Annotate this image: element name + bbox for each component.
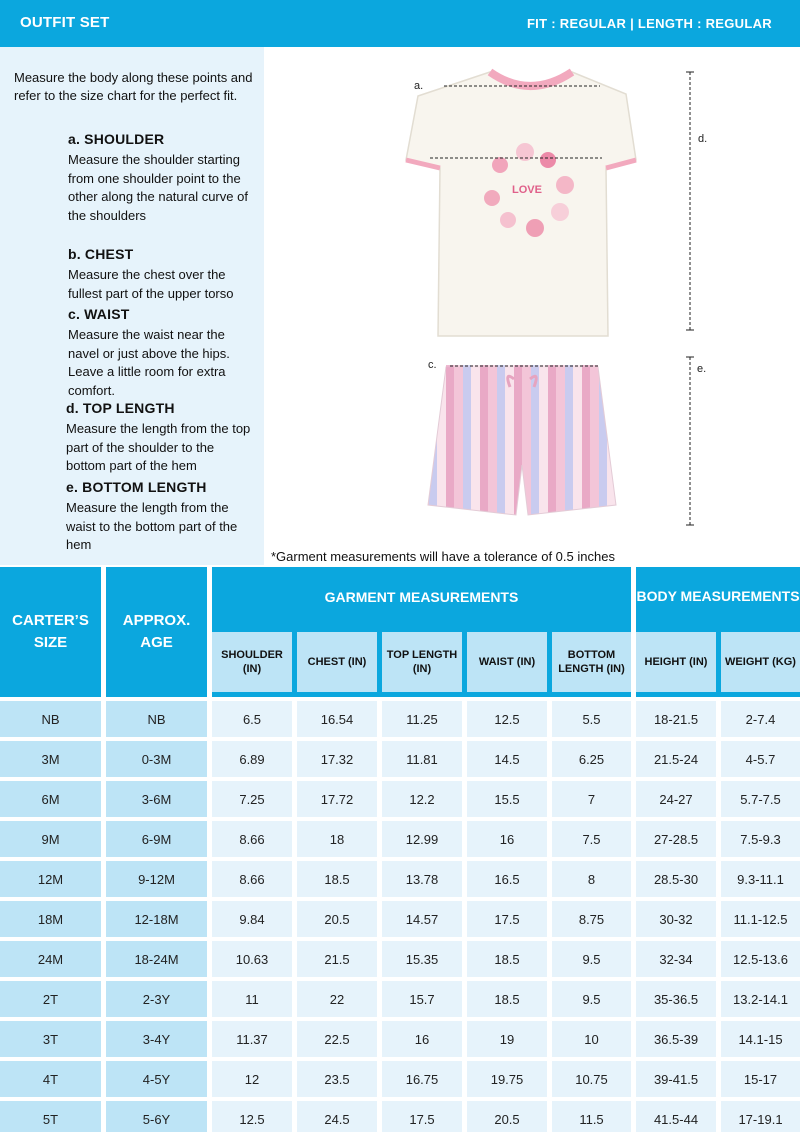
table-cell: 18 bbox=[297, 821, 377, 857]
table-cell: 17.72 bbox=[297, 781, 377, 817]
table-cell: 14.57 bbox=[382, 901, 462, 937]
table-cell: 16 bbox=[382, 1021, 462, 1057]
table-cell: 9.5 bbox=[552, 981, 631, 1017]
table-cell: 12.5-13.6 bbox=[721, 941, 800, 977]
intro-text: Measure the body along these points and refer to the size chart for the perfect fit. bbox=[14, 70, 253, 103]
header-bar bbox=[0, 0, 800, 47]
label-a: a. bbox=[414, 80, 424, 92]
table-cell: 20.5 bbox=[297, 901, 377, 937]
table-cell: 12.5 bbox=[467, 701, 547, 737]
table-cell: 8.66 bbox=[212, 821, 292, 857]
table-cell: 12.5 bbox=[212, 1101, 292, 1132]
table-cell: 9M bbox=[0, 821, 101, 857]
table-cell: 6.5 bbox=[212, 701, 292, 737]
table-cell: 24-27 bbox=[636, 781, 716, 817]
subheader-shoulder: SHOULDER (IN) bbox=[212, 632, 292, 692]
tshirt-illustration bbox=[400, 60, 700, 350]
table-cell: 35-36.5 bbox=[636, 981, 716, 1017]
table-cell: 13.2-14.1 bbox=[721, 981, 800, 1017]
table-cell: 16.54 bbox=[297, 701, 377, 737]
measure-title: d. TOP LENGTH bbox=[66, 400, 175, 416]
measure-desc: Measure the chest over the fullest part of the upper torso bbox=[68, 267, 234, 301]
table-cell: 11.25 bbox=[382, 701, 462, 737]
table-cell: 7.5 bbox=[552, 821, 631, 857]
table-cell: 20.5 bbox=[467, 1101, 547, 1132]
table-cell: 22.5 bbox=[297, 1021, 377, 1057]
subheader-chest: CHEST (IN) bbox=[297, 632, 377, 692]
table-cell: 8.75 bbox=[552, 901, 631, 937]
tshirt-body bbox=[406, 72, 636, 336]
measure-title: e. BOTTOM LENGTH bbox=[66, 479, 207, 495]
table-cell: 22 bbox=[297, 981, 377, 1017]
table-cell: NB bbox=[106, 701, 207, 737]
table-cell: 9-12M bbox=[106, 861, 207, 897]
table-cell: 7.25 bbox=[212, 781, 292, 817]
table-cell: 12-18M bbox=[106, 901, 207, 937]
table-cell: 18-21.5 bbox=[636, 701, 716, 737]
table-cell: 15-17 bbox=[721, 1061, 800, 1097]
table-cell: 13.78 bbox=[382, 861, 462, 897]
label-c: c. bbox=[428, 359, 437, 371]
measure-title: b. CHEST bbox=[68, 246, 134, 262]
table-cell: 3M bbox=[0, 741, 101, 777]
measure-desc: Measure the length from the top part of the shoulder to the bottom part of the hem bbox=[66, 421, 251, 473]
label-e: e. bbox=[697, 363, 707, 375]
label-d: d. bbox=[698, 133, 708, 145]
table-cell: 17-19.1 bbox=[721, 1101, 800, 1132]
page-title: OUTFIT SET bbox=[20, 14, 110, 31]
tolerance-note: *Garment measurements will have a tolerance of 0.5 inches bbox=[271, 549, 615, 564]
table-cell: 6M bbox=[0, 781, 101, 817]
table-cell: 15.5 bbox=[467, 781, 547, 817]
measure-bottom-length bbox=[66, 479, 251, 555]
header-carters-size: CARTER’S SIZE bbox=[0, 567, 101, 697]
table-cell: 14.1-15 bbox=[721, 1021, 800, 1057]
table-cell: 19.75 bbox=[467, 1061, 547, 1097]
table-cell: 18M bbox=[0, 901, 101, 937]
instructions-panel bbox=[0, 47, 264, 565]
header-garment-measurements: GARMENT MEASUREMENTS bbox=[212, 567, 631, 626]
love-text: LOVE bbox=[512, 184, 542, 196]
measure-chest bbox=[68, 246, 253, 303]
table-cell: 18.5 bbox=[467, 981, 547, 1017]
table-cell: 41.5-44 bbox=[636, 1101, 716, 1132]
shorts-illustration bbox=[420, 355, 700, 530]
table-cell: 5-6Y bbox=[106, 1101, 207, 1132]
table-cell: 11.1-12.5 bbox=[721, 901, 800, 937]
table-cell: 16.5 bbox=[467, 861, 547, 897]
table-cell: 23.5 bbox=[297, 1061, 377, 1097]
table-cell: 8 bbox=[552, 861, 631, 897]
subheader-waist: WAIST (IN) bbox=[467, 632, 547, 692]
table-cell: 7.5-9.3 bbox=[721, 821, 800, 857]
table-cell: 9.5 bbox=[552, 941, 631, 977]
table-cell: 11.37 bbox=[212, 1021, 292, 1057]
table-cell: 9.3-11.1 bbox=[721, 861, 800, 897]
header-approx-age: APPROX. AGE bbox=[106, 567, 207, 697]
measure-waist bbox=[68, 306, 253, 400]
table-cell: 30-32 bbox=[636, 901, 716, 937]
table-cell: 7 bbox=[552, 781, 631, 817]
measure-top-length bbox=[66, 400, 251, 476]
table-cell: 3-4Y bbox=[106, 1021, 207, 1057]
table-cell: 12.99 bbox=[382, 821, 462, 857]
measure-desc: Measure the waist near the navel or just above the hips. Leave a little room for extra comfort. bbox=[68, 327, 230, 398]
table-cell: 3T bbox=[0, 1021, 101, 1057]
table-cell: 11.81 bbox=[382, 741, 462, 777]
table-cell: 9.84 bbox=[212, 901, 292, 937]
table-cell: 6.25 bbox=[552, 741, 631, 777]
table-cell: 3-6M bbox=[106, 781, 207, 817]
table-cell: 17.5 bbox=[467, 901, 547, 937]
table-cell: 10.75 bbox=[552, 1061, 631, 1097]
table-cell: 10.63 bbox=[212, 941, 292, 977]
table-cell: 4-5.7 bbox=[721, 741, 800, 777]
table-cell: 39-41.5 bbox=[636, 1061, 716, 1097]
table-cell: 16.75 bbox=[382, 1061, 462, 1097]
subheader-weight: WEIGHT (KG) bbox=[721, 632, 800, 692]
table-cell: 21.5 bbox=[297, 941, 377, 977]
shorts-body bbox=[428, 367, 616, 515]
table-cell: 19 bbox=[467, 1021, 547, 1057]
table-cell: 12 bbox=[212, 1061, 292, 1097]
fit-info: FIT : REGULAR | LENGTH : REGULAR bbox=[526, 16, 772, 31]
table-cell: 6-9M bbox=[106, 821, 207, 857]
table-cell: 12M bbox=[0, 861, 101, 897]
measure-shoulder bbox=[68, 131, 248, 225]
table-cell: 0-3M bbox=[106, 741, 207, 777]
table-cell: 32-34 bbox=[636, 941, 716, 977]
table-cell: 14.5 bbox=[467, 741, 547, 777]
header-body-measurements: BODY MEASUREMENTS bbox=[636, 567, 800, 626]
table-cell: 21.5-24 bbox=[636, 741, 716, 777]
measure-desc: Measure the length from the waist to the bottom part of the hem bbox=[66, 500, 238, 552]
table-cell: 5.7-7.5 bbox=[721, 781, 800, 817]
table-cell: 27-28.5 bbox=[636, 821, 716, 857]
size-chart-table bbox=[0, 567, 800, 1132]
table-cell: 6.89 bbox=[212, 741, 292, 777]
table-cell: 2T bbox=[0, 981, 101, 1017]
subheader-top-length: TOP LENGTH (IN) bbox=[382, 632, 462, 692]
table-cell: 18.5 bbox=[467, 941, 547, 977]
table-cell: NB bbox=[0, 701, 101, 737]
table-cell: 18.5 bbox=[297, 861, 377, 897]
subheader-bottom-length: BOTTOM LENGTH (IN) bbox=[552, 632, 631, 692]
table-cell: 4-5Y bbox=[106, 1061, 207, 1097]
table-cell: 10 bbox=[552, 1021, 631, 1057]
table-cell: 11.5 bbox=[552, 1101, 631, 1132]
table-cell: 11 bbox=[212, 981, 292, 1017]
table-cell: 36.5-39 bbox=[636, 1021, 716, 1057]
table-cell: 15.35 bbox=[382, 941, 462, 977]
table-cell: 28.5-30 bbox=[636, 861, 716, 897]
table-cell: 17.32 bbox=[297, 741, 377, 777]
table-cell: 15.7 bbox=[382, 981, 462, 1017]
measure-desc: Measure the shoulder starting from one shoulder point to the other along the natural curve of the shoulders bbox=[68, 152, 248, 223]
table-cell: 18-24M bbox=[106, 941, 207, 977]
table-cell: 8.66 bbox=[212, 861, 292, 897]
table-cell: 16 bbox=[467, 821, 547, 857]
measure-title: c. WAIST bbox=[68, 306, 130, 322]
table-cell: 5.5 bbox=[552, 701, 631, 737]
table-cell: 5T bbox=[0, 1101, 101, 1132]
measure-title: a. SHOULDER bbox=[68, 131, 165, 147]
table-cell: 24M bbox=[0, 941, 101, 977]
table-cell: 2-3Y bbox=[106, 981, 207, 1017]
table-cell: 4T bbox=[0, 1061, 101, 1097]
table-cell: 24.5 bbox=[297, 1101, 377, 1132]
table-cell: 17.5 bbox=[382, 1101, 462, 1132]
shorts-waistband bbox=[446, 365, 598, 381]
table-cell: 2-7.4 bbox=[721, 701, 800, 737]
subheader-height: HEIGHT (IN) bbox=[636, 632, 716, 692]
table-cell: 12.2 bbox=[382, 781, 462, 817]
